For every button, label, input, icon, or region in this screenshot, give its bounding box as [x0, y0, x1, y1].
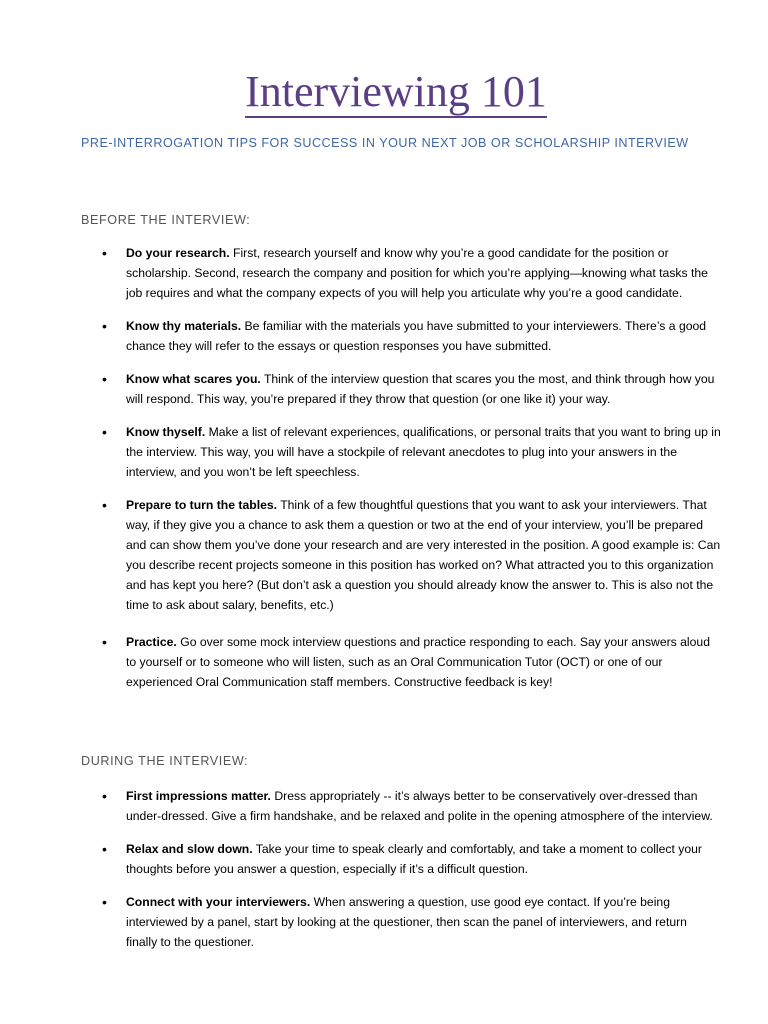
bullet-icon: •	[102, 424, 107, 440]
tip-text: Think of a few thoughtful questions that you want to ask your interviewers. That way, if they give you a chance to ask them a question or two at the end of your interview, you’ll be prepared and can show them you’ve done your research and are very interested in the position. A good example is: Can you describe recent projects someone in this position has worked on? What attracted you to this organization and has kept you here? (But don’t ask a question you should already know the answer to. This is also not the time to ask about salary, benefits, etc.)	[126, 498, 721, 612]
tip-title: First impressions matter.	[126, 789, 271, 803]
tip-title: Know what scares you.	[126, 372, 261, 386]
list-item	[81, 369, 721, 409]
bullet-icon: •	[102, 634, 107, 650]
bullet-icon: •	[102, 894, 107, 910]
list-item	[81, 892, 721, 952]
section-heading-before: BEFORE THE INTERVIEW:	[81, 213, 251, 227]
tip-title: Relax and slow down.	[126, 842, 253, 856]
tips-list-before	[81, 243, 721, 692]
list-item	[81, 839, 721, 879]
bullet-icon: •	[102, 788, 107, 804]
section-heading-during: DURING THE INTERVIEW:	[81, 754, 249, 768]
list-item	[81, 786, 721, 826]
tips-list-during	[81, 786, 721, 952]
tip-text: Go over some mock interview questions and practice responding to each. Say your answers aloud to yourself or to someone who will listen, such as an Oral Communication Tutor (OCT) or one of our experienced Oral Communication staff members. Constructive feedback is key!	[126, 635, 710, 689]
tip-text: When answering a question, use good eye contact. If you’re being interviewed by a panel, start by looking at the questioner, then scan the panel of interviewers, and return finally to the questioner.	[126, 895, 687, 949]
tip-title: Know thy materials.	[126, 319, 242, 333]
page-subtitle: PRE-INTERROGATION TIPS FOR SUCCESS IN YOUR NEXT JOB OR SCHOLARSHIP INTERVIEW	[81, 136, 689, 150]
list-item	[81, 495, 721, 615]
bullet-icon: •	[102, 318, 107, 334]
tip-text: Take your time to speak clearly and comfortably, and take a moment to collect your thoughts before you answer a question, especially if it’s a difficult question.	[126, 842, 702, 876]
tip-title: Know thyself.	[126, 425, 206, 439]
bullet-icon: •	[102, 245, 107, 261]
tip-title: Practice.	[126, 635, 177, 649]
tip-text: Make a list of relevant experiences, qualifications, or personal traits that you want to bring up in the interview. This way, you will have a stockpile of relevant anecdotes to plug into your answers in the interview, and you won’t be left speechless.	[126, 425, 721, 479]
tip-title: Connect with your interviewers.	[126, 895, 311, 909]
list-item	[81, 243, 721, 303]
tip-text: Be familiar with the materials you have submitted to your interviewers. There’s a good chance they will refer to the essays or question responses you have submitted.	[126, 319, 707, 353]
page-title	[0, 64, 768, 120]
bullet-icon: •	[102, 371, 107, 387]
tip-text: Dress appropriately -- it’s always better to be conservatively over-dressed than under-dressed. Give a firm handshake, and be relaxed and polite in the opening atmosphere of the interview.	[126, 789, 713, 823]
bullet-icon: •	[102, 841, 107, 857]
tip-title: Do your research.	[126, 246, 230, 260]
list-item	[81, 422, 721, 482]
tip-text: First, research yourself and know why you’re a good candidate for the position or scholarship. Second, research the company and position for which you’re applying—knowing what tasks the job requires and what the company expects of you will help you articulate why you’re a good candidate.	[126, 246, 708, 300]
tip-text: Think of the interview question that scares you the most, and think through how you will respond. This way, you’re prepared if they throw that question (or one like it) your way.	[126, 372, 715, 406]
list-item	[81, 316, 721, 356]
bullet-icon: •	[102, 497, 107, 513]
list-item	[81, 632, 721, 692]
tip-title: Prepare to turn the tables.	[126, 498, 278, 512]
page-title-text: Interviewing 101	[245, 67, 547, 116]
